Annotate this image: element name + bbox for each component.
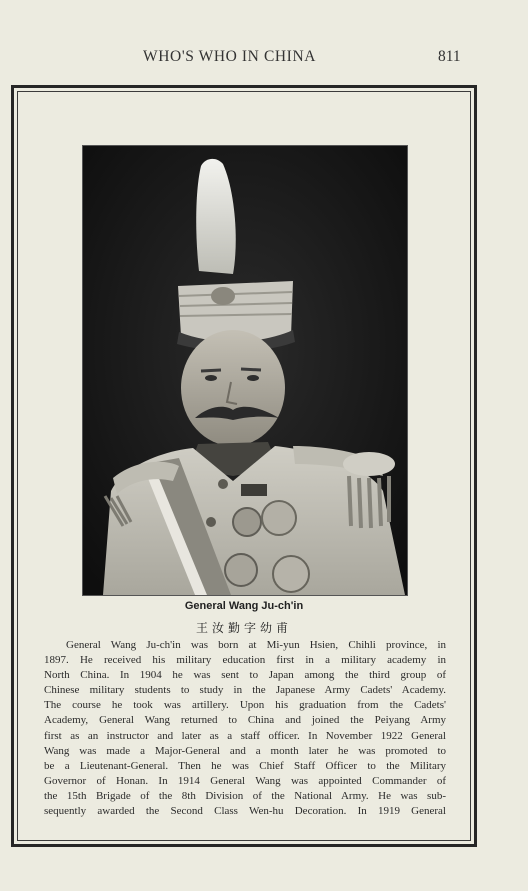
page-number: 811 bbox=[438, 48, 461, 65]
bio-line: first as an instructor and later as a staff officer. In November 1922 General bbox=[44, 729, 446, 742]
bio-line: 1897. He received his military education first in a military academy in bbox=[44, 654, 446, 667]
bio-line: Wang was made a Major-General and a month later he was promoted to bbox=[44, 744, 446, 757]
bio-line: be a Lieutenant-General. Then he was Chief Staff Officer to the Military bbox=[44, 759, 446, 772]
bio-line: Academy, General Wang returned to China and joined the Peiyang Army bbox=[44, 714, 446, 727]
running-head bbox=[0, 48, 528, 70]
bio-line: Chinese military students to study in the Japanese Army Cadets' Academy. bbox=[44, 684, 446, 697]
bio-line: the 15th Brigade of the 8th Division of the National Army. He was sub- bbox=[44, 789, 446, 802]
bio-line: Governor of Honan. In 1914 General Wang was appointed Commander of bbox=[44, 774, 446, 787]
biography-text bbox=[44, 638, 446, 819]
bio-line: The course he took was artillery. Upon his graduation from the Cadets' bbox=[44, 699, 446, 712]
bio-line: North China. In 1904 he was sent to Japan among the third group of bbox=[44, 669, 446, 682]
running-title: WHO'S WHO IN CHINA bbox=[143, 48, 317, 65]
bio-line: sequently awarded the Second Class Wen-hu Decoration. In 1919 General bbox=[44, 805, 446, 818]
bio-line: General Wang Ju-ch'in was born at Mi-yun Hsien, Chihli province, in bbox=[66, 639, 446, 651]
portrait-photo bbox=[82, 145, 408, 596]
caption-name: General Wang Ju-ch'in bbox=[184, 600, 304, 612]
portrait-illustration bbox=[83, 146, 407, 595]
caption-chinese-name: 王汝勤字幼甫 bbox=[195, 621, 292, 635]
